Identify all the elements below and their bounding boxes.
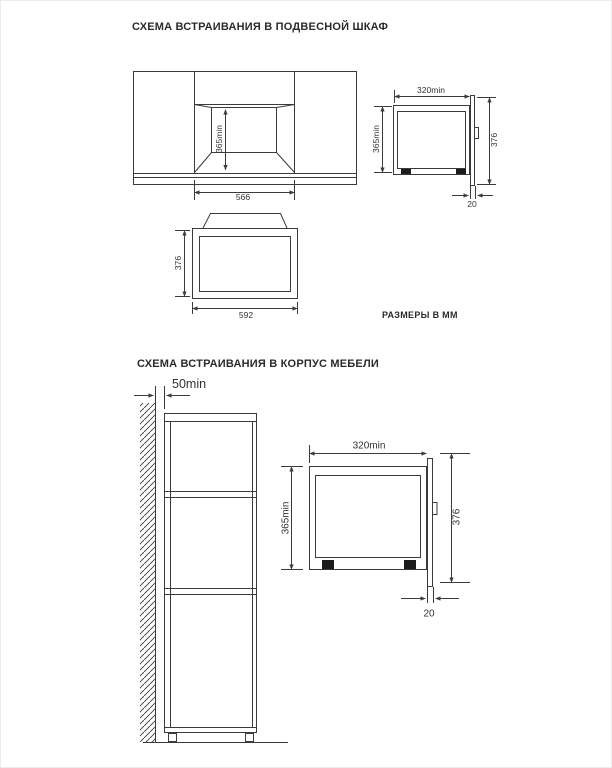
oven-door — [200, 237, 291, 292]
niche-outline — [310, 467, 427, 570]
wall-hatch — [140, 403, 155, 742]
oven-top-body — [203, 214, 287, 229]
dim-label-oven-width: 592 — [238, 310, 254, 320]
dim-label-front-niche-width: 566 — [235, 192, 251, 202]
dim-label-front-niche-height: 365min — [214, 125, 224, 153]
section-title-furniture-cabinet: СХЕМА ВСТРАИВАНИЯ В КОРПУС МЕБЕЛИ — [137, 358, 379, 370]
microwave-body — [316, 476, 421, 558]
microwave-foot — [401, 169, 411, 174]
microwave-foot — [456, 169, 466, 174]
dim-label-furniture-niche-height: 365min — [280, 501, 292, 535]
microwave-body — [398, 112, 466, 169]
dim-label-furniture-niche-depth: 320min — [352, 440, 386, 452]
dim-label-furniture-frame-overhang: 20 — [423, 608, 435, 620]
dim-label-side-niche-height: 365min — [371, 125, 381, 153]
front-frame — [471, 96, 475, 186]
dim-label-wall-clearance: 50min — [172, 377, 207, 391]
door-latch — [475, 128, 479, 139]
furniture-side-view-drawing — [281, 445, 470, 603]
tall-cabinet-drawing — [134, 386, 288, 743]
section-title-hanging-cabinet: СХЕМА ВСТРАИВАНИЯ В ПОДВЕСНОЙ ШКАФ — [132, 21, 389, 33]
dim-label-furniture-front-height: 376 — [451, 508, 463, 526]
shelf — [165, 492, 257, 498]
dim-label-oven-height: 376 — [173, 255, 183, 271]
cabinet-foot — [169, 734, 177, 742]
dim-label-side-frame-overhang: 20 — [467, 199, 477, 209]
cabinet-foot — [246, 734, 254, 742]
dimension-frame-overhang — [452, 186, 493, 199]
dimension-frame-overhang — [401, 587, 459, 603]
shelf — [165, 589, 257, 595]
units-note: РАЗМЕРЫ В ММ — [382, 310, 458, 320]
hanging-cabinet-front-view-drawing — [134, 72, 357, 201]
door-latch — [433, 503, 438, 515]
cabinet-outline — [134, 72, 357, 185]
dim-label-side-front-height: 376 — [489, 132, 499, 148]
oven-front-view-drawing — [175, 214, 298, 315]
hanging-cabinet-side-view-drawing — [374, 90, 496, 199]
front-frame — [428, 459, 433, 587]
microwave-foot — [322, 560, 334, 569]
dim-label-side-niche-depth: 320min — [417, 85, 445, 95]
oven-frame — [193, 229, 298, 299]
microwave-foot — [404, 560, 416, 569]
niche-outline — [394, 106, 470, 175]
cabinet-outline — [165, 414, 257, 733]
